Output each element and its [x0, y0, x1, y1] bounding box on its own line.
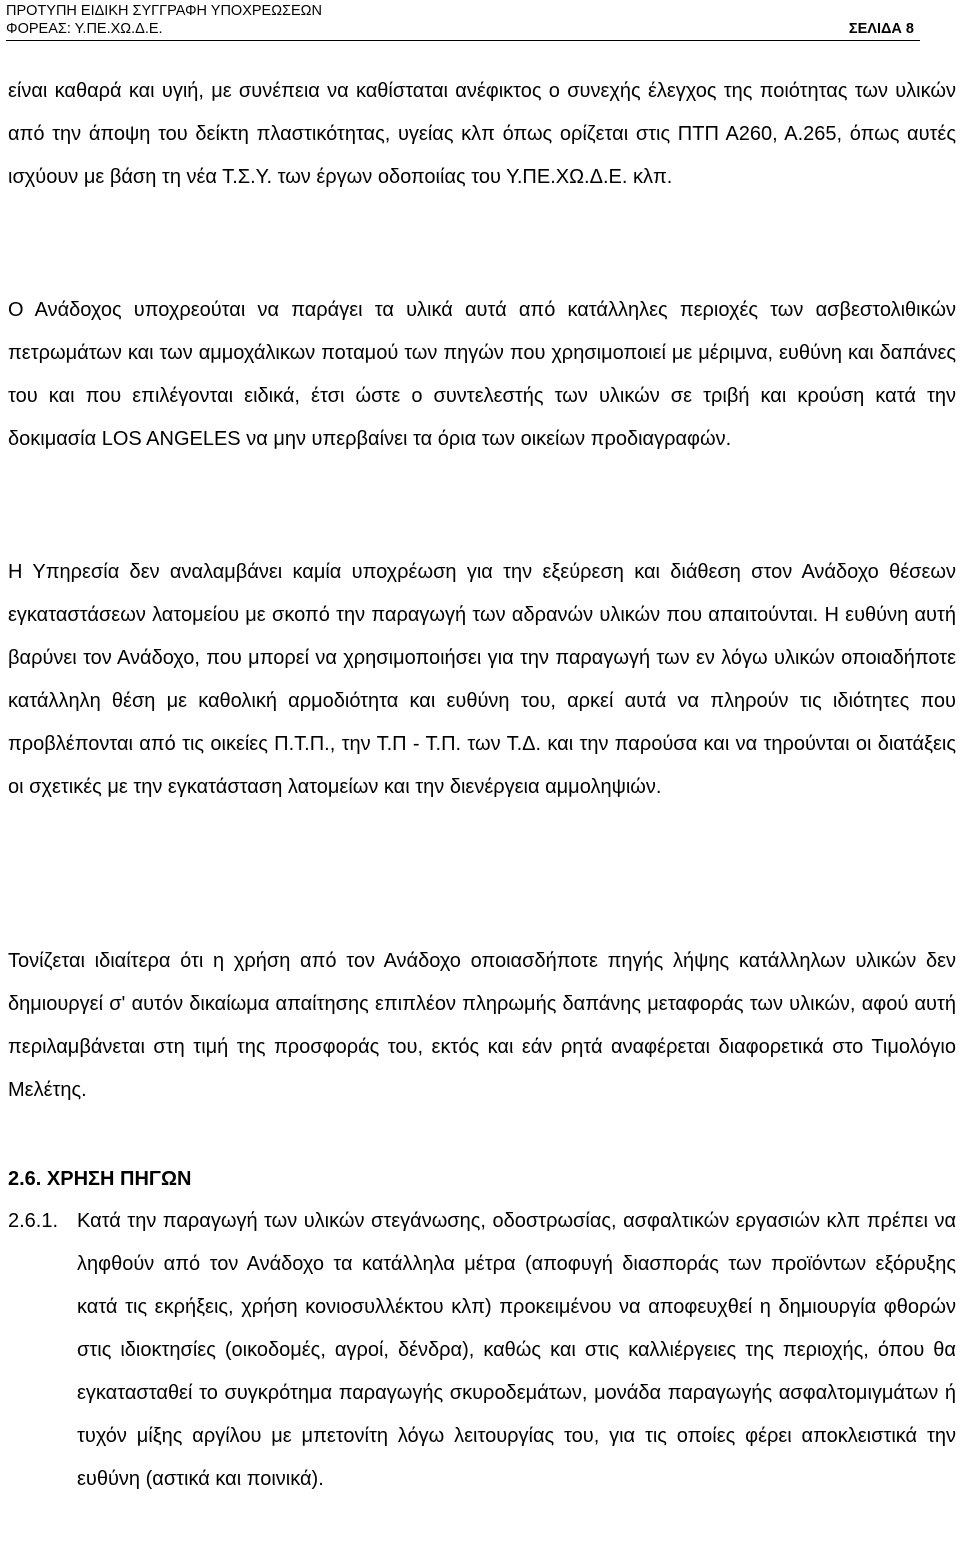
- page-label: ΣΕΛΙΔΑ: [848, 21, 902, 37]
- subsection-text: Κατά την παραγωγή των υλικών στεγάνωσης, οδοστρωσίας, ασφαλτικών εργασιών κλπ πρέπει να ληφθούν από τον Ανάδοχο τα κατάλληλα μέτρα (αποφυγή διασποράς των προϊόντων εξόρυξης κατά τις εκρήξεις, χρήση κονιοσυλλέκτου κλπ) προκειμένου να αποφευχθεί η δημιουργία φθορών στις ιδιοκτησίες (οικοδομές, αγροί, δένδρα), καθώς και στις καλλιέργειες της περιοχής, όπου θα εγκατασταθεί το συγκρότημα παραγωγής σκυροδεμάτων, μονάδα παραγωγής ασφαλτομιγμάτων ή τυχόν μίξης αργίλου με μπετονίτη λόγω λειτουργίας του, για τις οποίες φέρει αποκλειστικά την ευθύνη (αστικά και ποινικά).: [77, 1210, 956, 1490]
- paragraph-text: είναι καθαρά και υγιή, με συνέπεια να καθίσταται ανέφικτος ο συνεχής έλεγχος της ποιότητας των υλικών από την άποψη του δείκτη πλαστικότητας, υγείας κλπ όπως ορίζεται στις ΠΤΠ Α260, Α.265, όπως αυτές ισχύουν με βάση τη νέα Τ.Σ.Υ. των έργων οδοποιίας του Υ.ΠΕ.ΧΩ.Δ.Ε. κλπ.: [8, 80, 956, 188]
- page-number: 8: [905, 21, 914, 37]
- page-header: [6, 2, 920, 41]
- paragraph-text: Η Υπηρεσία δεν αναλαμβάνει καμία υποχρέωση για την εξεύρεση και διάθεση στον Ανάδοχο θέσεων εγκαταστάσεων λατομείου με σκοπό την παραγωγή των αδρανών υλικών που απαιτούνται. Η ευθύνη αυτή βαρύνει τον Ανάδοχο, που μπορεί να χρησιμοποιήσει για την παραγωγή των εν λόγω υλικών οποιαδήποτε κατάλληλη θέση με καθολική αρμοδιότητα και ευθύνη του, αρκεί αυτά να πληρούν τις ιδιότητες που προβλέπονται από τις οικείες Π.Τ.Π., την Τ.Π - Τ.Π. των Τ.Δ. και την παρούσα και να τηρούνται οι διατάξεις οι σχετικές με την εγκατάσταση λατομείων και την διενέργεια αμμοληψιών.: [8, 561, 956, 798]
- paragraph-text: Ο Ανάδοχος υποχρεούται να παράγει τα υλικά αυτά από κατάλληλες περιοχές των ασβεστολιθικών πετρωμάτων και των αμμοχάλικων ποταμού των πηγών που χρησιμοποιεί με μέριμνα, ευθύνη και δαπάνες του και που επιλέγονται ειδικά, έτσι ώστε ο συντελεστής των υλικών σε τριβή και κρούση κατά την δοκιμασία LOS ANGELES να μην υπερβαίνει τα όρια των οικείων προδιαγραφών.: [8, 299, 956, 450]
- paragraph-text: Τονίζεται ιδιαίτερα ότι η χρήση από τον Ανάδοχο οποιασδήποτε πηγής λήψης κατάλληλων υλικών δεν δημιουργεί σ' αυτόν δικαίωμα απαίτησης επιπλέον πληρωμής δαπάνης μεταφοράς των υλικών, αφού αυτή περιλαμβάνεται στη τιμή της προσφοράς του, εκτός και εάν ρητά αναφέρεται διαφορετικά στο Τιμολόγιο Μελέτης.: [8, 950, 956, 1101]
- page-number-block: [849, 20, 914, 38]
- paragraph-contractor-obligation: [8, 289, 956, 461]
- header-title: ΠΡΟΤΥΠΗ ΕΙΔΙΚΗ ΣΥΓΓΡΑΦΗ ΥΠΟΧΡΕΩΣΕΩΝ: [6, 3, 322, 19]
- paragraph-source-usage-note: [8, 940, 956, 1112]
- section-heading: 2.6. ΧΡΗΣΗ ΠΗΓΩΝ: [8, 1168, 192, 1190]
- header-agency: ΦΟΡΕΑΣ: Υ.ΠΕ.ΧΩ.Δ.Ε.: [6, 21, 163, 37]
- subsection-number: 2.6.1.: [8, 1210, 59, 1232]
- paragraph-continuation: [8, 70, 956, 199]
- subsection-2-6-1: [8, 1200, 956, 1501]
- paragraph-service-responsibility: [8, 551, 956, 809]
